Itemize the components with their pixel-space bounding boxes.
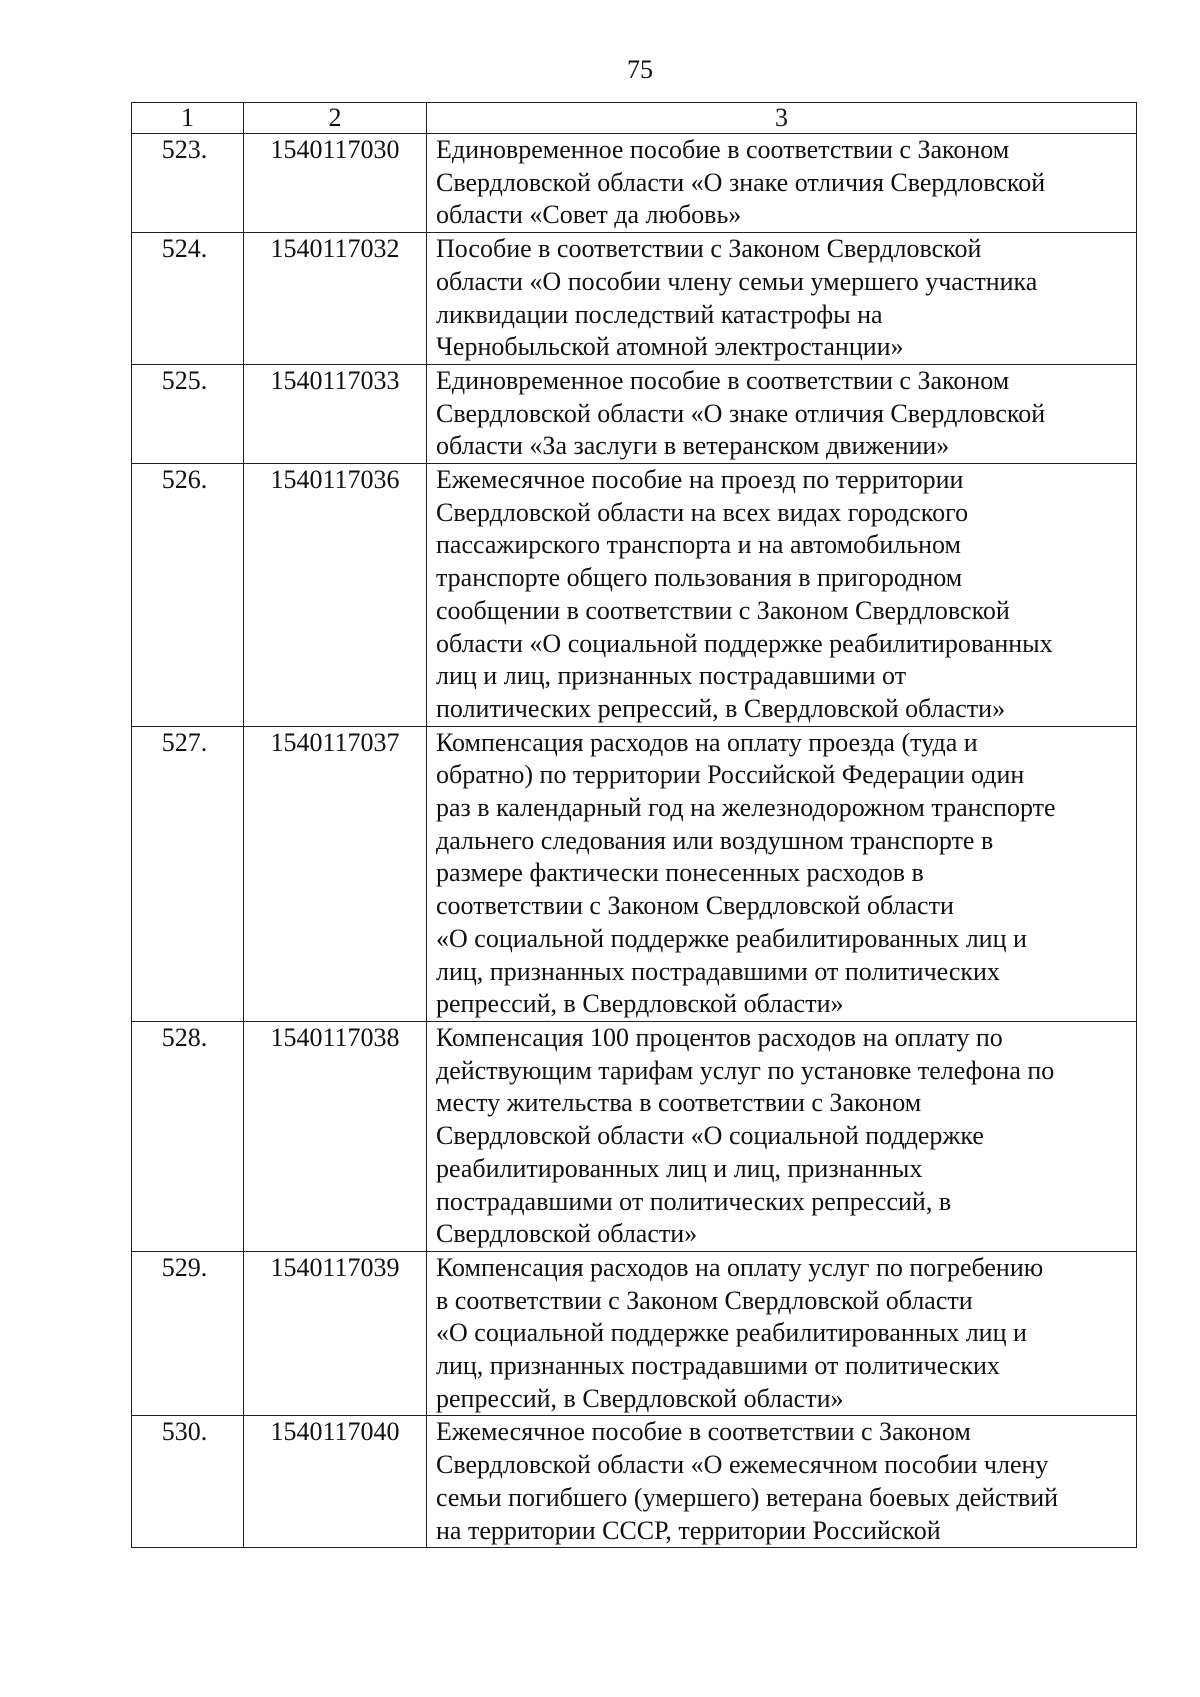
row-description: Компенсация расходов на оплату услуг по погребению в соответствии с Законом Свердловской области «О социальной поддержке реабилитированных лиц и лиц, признанных пострадавшими от политических репрессий, в Свердловской области» [427, 1251, 1137, 1416]
header-col-2: 2 [244, 103, 427, 134]
row-code: 1540117033 [244, 364, 427, 463]
row-number: 530. [132, 1416, 244, 1548]
row-number: 523. [132, 134, 244, 233]
row-description: Пособие в соответствии с Законом Свердловской области «О пособии члену семьи умершего участника ликвидации последствий катастрофы на Чернобыльской атомной электростанции» [427, 233, 1137, 365]
row-number: 529. [132, 1251, 244, 1416]
row-number: 526. [132, 464, 244, 727]
table-row [132, 364, 1137, 463]
row-code: 1540117036 [244, 464, 427, 727]
row-code: 1540117030 [244, 134, 427, 233]
table-body [132, 134, 1137, 1548]
row-number: 524. [132, 233, 244, 365]
row-code: 1540117037 [244, 726, 427, 1021]
header-col-1: 1 [132, 103, 244, 134]
row-description: Ежемесячное пособие в соответствии с Законом Свердловской области «О ежемесячном пособии члену семьи погибшего (умершего) ветерана боевых действий на территории СССР, территории Российской [427, 1416, 1137, 1548]
header-row [132, 103, 1137, 134]
row-code: 1540117040 [244, 1416, 427, 1548]
row-number: 528. [132, 1021, 244, 1251]
row-description: Компенсация расходов на оплату проезда (туда и обратно) по территории Российской Федерации один раз в календарный год на железнодорожном транспорте дальнего следования или воздушном транспорте в размере фактически понесенных расходов в соответствии с Законом Свердловской области «О социальной поддержке реабилитированных лиц и лиц, признанных пострадавшими от политических репрессий, в Свердловской области» [427, 726, 1137, 1021]
row-description: Компенсация 100 процентов расходов на оплату по действующим тарифам услуг по установке телефона по месту жительства в соответствии с Законом Свердловской области «О социальной поддержке реабилитированных лиц и лиц, признанных пострадавшими от политических репрессий, в Свердловской области» [427, 1021, 1137, 1251]
row-code: 1540117038 [244, 1021, 427, 1251]
table-header [132, 103, 1137, 134]
row-code: 1540117032 [244, 233, 427, 365]
row-number: 525. [132, 364, 244, 463]
table-row [132, 1251, 1137, 1416]
table-row [132, 134, 1137, 233]
table-row [132, 1416, 1137, 1548]
page-number: 75 [627, 55, 653, 84]
row-description: Единовременное пособие в соответствии с Законом Свердловской области «О знаке отличия Свердловской области «Совет да любовь» [427, 134, 1137, 233]
table-row [132, 726, 1137, 1021]
row-description: Единовременное пособие в соответствии с Законом Свердловской области «О знаке отличия Свердловской области «За заслуги в ветеранском движении» [427, 364, 1137, 463]
table-row [132, 464, 1137, 727]
row-description: Ежемесячное пособие на проезд по территории Свердловской области на всех видах городского пассажирского транспорта и на автомобильном транспорте общего пользования в пригородном сообщении в соответствии с Законом Свердловской области «О социальной поддержке реабилитированных лиц и лиц, признанных пострадавшими от политических репрессий, в Свердловской области» [427, 464, 1137, 727]
table-row [132, 233, 1137, 365]
table-row [132, 1021, 1137, 1251]
row-code: 1540117039 [244, 1251, 427, 1416]
classification-table [131, 102, 1137, 1548]
row-number: 527. [132, 726, 244, 1021]
header-col-3: 3 [427, 103, 1137, 134]
